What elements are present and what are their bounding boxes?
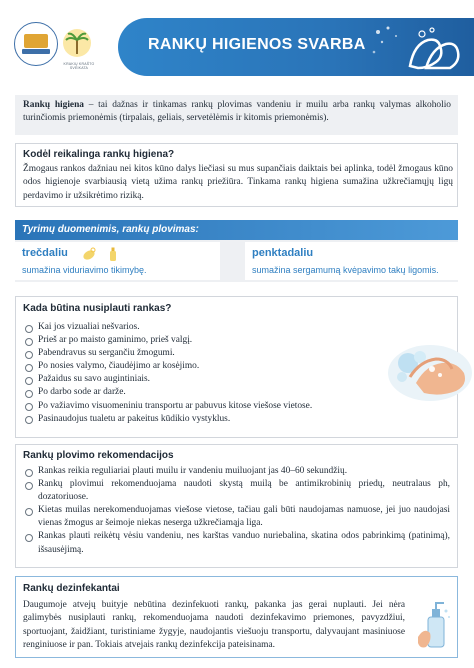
list-item: Rankų plovimui rekomenduojama naudoti skystą muilą be antimikrobinių priedų, neutralaus ph, dozatoriuose.	[22, 478, 450, 504]
when-section	[15, 296, 458, 438]
stat-description: sumažina sergamumą kvėpavimo takų ligomis.	[252, 265, 439, 275]
stat-description: sumažina viduriavimo tikimybę.	[22, 265, 147, 275]
stat-card	[245, 242, 458, 280]
soap-bubble-icon	[81, 246, 97, 262]
stat-value: penktadaliu	[252, 247, 314, 259]
disinfectants-section	[15, 576, 458, 658]
dis-title: Rankų dezinfekantai	[23, 583, 120, 594]
list-item: Rankas reikia reguliariai plauti muilu ir vandeniu muiluojant jas 40–60 sekundžių.	[22, 465, 450, 478]
book-logo-icon	[14, 22, 58, 66]
sanitizer-bottle-icon	[416, 597, 454, 655]
logo-caption: KRAKIŲ KRAŠTO SVEIKATA	[63, 62, 95, 70]
why-section	[15, 143, 458, 207]
list-item: Po nosies valymo, čiaudėjimo ar kosėjimo.	[22, 360, 442, 373]
stat-card	[15, 242, 220, 280]
list-item: Kietas muilas nerekomenduojamas viešose vietose, tačiau gali būti naudojamas namuose, jei juo naudojasi vienas žmogus ar šeimoje niekas neserga užkrečiamąja liga.	[22, 504, 450, 530]
page-header	[0, 0, 474, 92]
dis-text: Daugumoje atvejų buityje nebūtina dezinfekuoti rankų, pakanka jas gerai nuplauti. Jei nėra galimybės nusiplauti rankų, rekomenduojama naudoti dezinfekavimo priemones, pavyzdžiui, sportuojant, žaidžiant, turistiniame žygyje, naudojantis viešuoju transportu, dalyvaujant masiniuose renginiuose ir pan. Tokiais atvejais rankų dezinfekcija pateisinama.	[23, 600, 405, 650]
list-item: Prieš ar po maisto gaminimo, prieš valgį.	[22, 334, 442, 347]
recommendations-section	[15, 444, 458, 568]
list-item: Rankas plauti reikėtų vėsiu vandeniu, nes karštas vanduo nuriebalina, skatina odos pabrinkimą (patinimą), išsausėjimą.	[22, 530, 450, 556]
intro-panel	[15, 95, 458, 135]
research-header-bar	[15, 220, 458, 240]
hand-washing-illustration	[386, 333, 474, 405]
why-text: Žmogaus rankos dažniau nei kitos kūno dalys liečiasi su mus supančiais daiktais bei aplinka, todėl žmogaus kūno odos higienoje svarbiausią vietą užima rankų priežiūra. Tinkama rankų higiena sumažina užkrečiamųjų ligų perdavimo ir užsikrėtimo riziką.	[23, 164, 453, 201]
palm-tree-logo-icon	[62, 28, 92, 58]
research-section	[15, 220, 458, 282]
rec-title: Rankų plovimo rekomendacijos	[23, 450, 174, 461]
list-item: Pažaidus su savo augintiniais.	[22, 373, 442, 386]
rec-list	[22, 465, 450, 557]
list-item: Pabendravus su sergančiu žmogumi.	[22, 347, 442, 360]
when-title: Kada būtina nusiplauti rankas?	[23, 303, 172, 314]
list-item: Po važiavimo visuomeniniu transportu ar pabuvus kitose viešose vietose.	[22, 400, 442, 413]
why-title: Kodėl reikalinga rankų higiena?	[23, 149, 175, 160]
hands-washing-icon	[370, 22, 464, 74]
intro-paragraph	[23, 99, 451, 126]
list-item: Po darbo sode ar darže.	[22, 386, 442, 399]
intro-term: Rankų higiena	[23, 100, 84, 110]
list-item: Kai jos vizualiai nešvarios.	[22, 321, 442, 334]
bottle-icon	[105, 246, 121, 262]
title-banner	[118, 18, 474, 76]
when-list	[22, 321, 442, 426]
intro-text: – tai dažnas ir tinkamas rankų plovimas vandeniu ir muilu arba rankų valymas alkoholio turinčiomis priemonėmis (tirpalais, geliais, servetėlėmis ir kitomis priemonėmis).	[23, 100, 451, 124]
stat-value: trečdaliu	[22, 247, 68, 259]
list-item: Pasinaudojus tualetu ar pakeitus kūdikio vystyklus.	[22, 413, 442, 426]
page-title: RANKŲ HIGIENOS SVARBA	[148, 36, 366, 53]
research-title: Tyrimų duomenimis, rankų plovimas:	[22, 224, 199, 235]
